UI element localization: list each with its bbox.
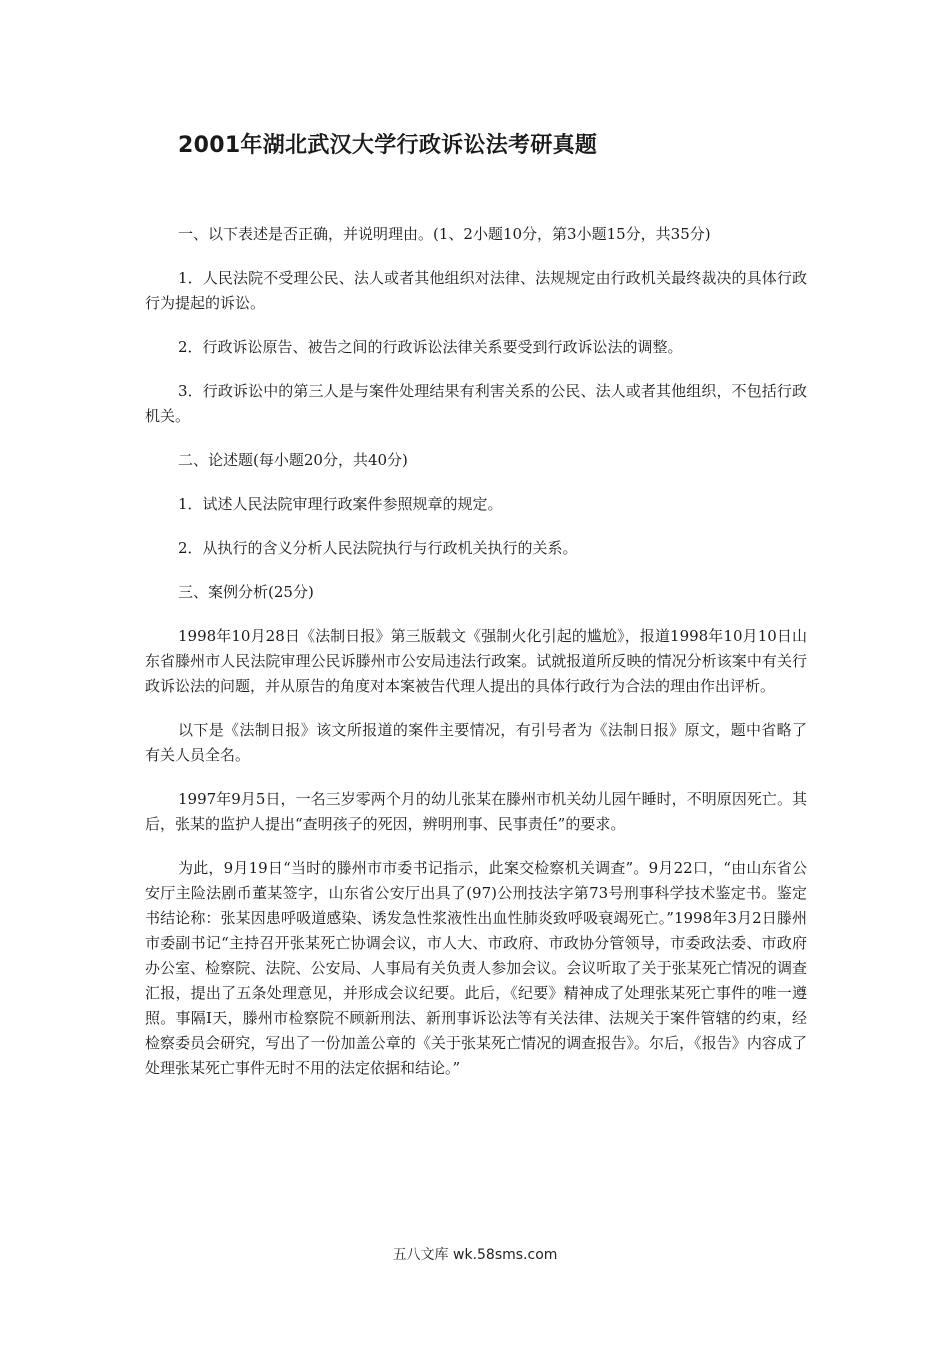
document-title: 2001年湖北武汉大学行政诉讼法考研真题	[178, 133, 598, 158]
question-1-3: 3．行政诉讼中的第三人是与案件处理结果有利害关系的公民、法人或者其他组织，不包括行政机关。	[145, 382, 807, 425]
page-footer: 五八文库 wk.58sms.com	[392, 1247, 558, 1263]
case-paragraph: 以下是《法制日报》该文所报道的案件主要情况，有引号者为《法制日报》原文，题中省略了有关人员全名。	[145, 721, 807, 764]
section-heading-3: 三、案例分析(25分)	[178, 583, 314, 601]
question-1-1: 1．人民法院不受理公民、法人或者其他组织对法律、法规规定由行政机关最终裁决的具体行政行为提起的诉讼。	[145, 269, 807, 312]
section-heading-2: 二、论述题(每小题20分，共40分)	[178, 451, 408, 469]
question-2-1: 1．试述人民法院审理行政案件参照规章的规定。	[178, 495, 503, 513]
question-2-2: 2．从执行的含义分析人民法院执行与行政机关执行的关系。	[178, 539, 578, 557]
case-paragraph: 为此，9月19日“当时的滕州市市委书记指示，此案交检察机关调查”。9月22口，“由山东省公安厅主险法剧币董某签字，山东省公安厅出具了(97)公刑技法字第73号刑事科学技术鉴定书。鉴定书结论称：张某因患呼吸道感染、诱发急性浆液性出血性肺炎致呼吸衰竭死亡。”1998年3月2日滕州市委副书记“主持召开张某死亡协调会议，市人大、市政府、市政协分管领导，市委政法委、市政府办公室、检察院、法院、公安局、人事局有关负责人参加会议。会议听取了关于张某死亡情况的调查汇报，提出了五条处理意见，并形成会议纪要。此后，《纪要》精神成了处理张某死亡事件的唯一遵照。事隔Ⅰ天，滕州市检察院不顾新刑法、新刑事诉讼法等有关法律、法规关于案件管辖的约束，经检察委员会研究，写出了一份加盖公章的《关于张某死亡情况的调查报告》。尔后，《报告》内容成了处理张某死亡事件无时不用的法定依据和结论。”	[145, 859, 807, 1077]
section-heading-1: 一、以下表述是否正确，并说明理由。(1、2小题10分，第3小题15分，共35分)	[178, 225, 711, 243]
document-body	[145, 222, 807, 1100]
question-1-2: 2．行政诉讼原告、被告之间的行政诉讼法律关系要受到行政诉讼法的调整。	[178, 338, 683, 356]
case-paragraph: 1998年10月28日《法制日报》第三版载文《强制火化引起的尴尬》，报道1998年10月10日山东省滕州市人民法院审理公民诉滕州市公安局违法行政案。试就报道所反映的情况分析该案中有关行政诉讼法的问题，并从原告的角度对本案被告代理人提出的具体行政行为合法的理由作出评析。	[145, 627, 807, 695]
case-paragraph: 1997年9月5日，一名三岁零两个月的幼儿张某在滕州市机关幼儿园午睡时，不明原因死亡。其后，张某的监护人提出“查明孩子的死因，辨明刑事、民事责任”的要求。	[145, 790, 807, 833]
